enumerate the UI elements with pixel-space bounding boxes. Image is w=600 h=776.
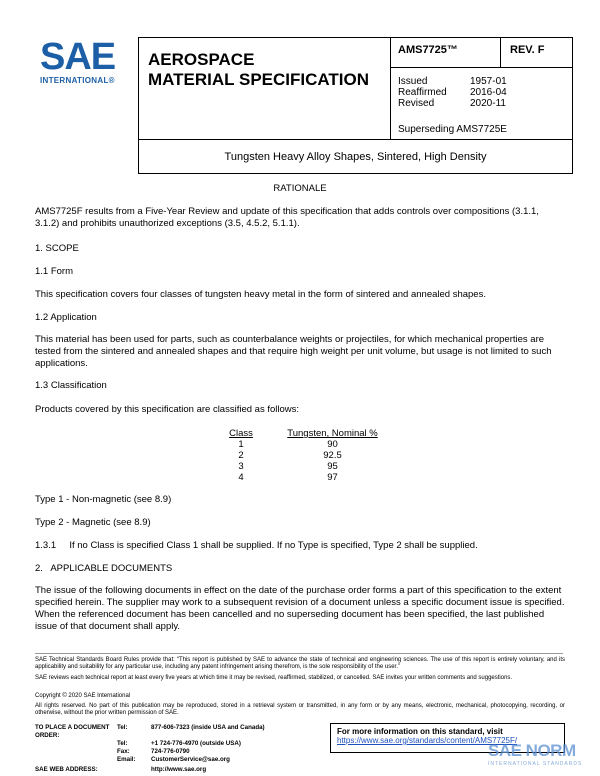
logo-subtitle: INTERNATIONAL® — [40, 76, 115, 85]
tungsten-cell: 90 — [327, 439, 338, 450]
rationale-heading: RATIONALE — [273, 183, 327, 194]
divider — [500, 37, 501, 67]
date-label: Issued — [398, 76, 428, 87]
rights-text: All rights reserved. No part of this publication may be reproduced, stored in a retrieval system or transmitted, in any form or by any means, electronic, mechanical, photocopying, recording, or otherwise, without the prior written permission of SAE. — [35, 703, 565, 717]
table-row — [228, 461, 380, 472]
document-number: AMS7725™ — [398, 44, 458, 56]
rationale-text: AMS7725F results from a Five-Year Review and update of this specification that adds controls over compositions (3.1.1, 3.1.2) and prohibits unauthorized exceptions (3.5, 4.5.2, 5.1.1). — [35, 206, 539, 229]
classification-heading: 1.3 Classification — [35, 380, 107, 391]
application-heading: 1.2 Application — [35, 312, 97, 323]
application-text: This material has been used for parts, such as counterbalance weights or projectiles, for which mechanical properties are tested from the sintered and annealed shapes and that require high weight per unit volume, but usage is not limited to such applications. — [35, 334, 552, 369]
document-title: Tungsten Heavy Alloy Shapes, Sintered, High Density — [138, 140, 573, 174]
tungsten-cell: 95 — [327, 461, 338, 472]
date-value: 1957-01 — [470, 76, 507, 87]
web-label: SAE WEB ADDRESS: — [35, 766, 98, 773]
table-row — [228, 472, 380, 483]
date-label: Revised — [398, 98, 435, 109]
order-label: TO PLACE A DOCUMENT ORDER: — [35, 724, 110, 739]
class-cell: 4 — [238, 472, 244, 483]
contact-value: 724-776-0790 — [151, 748, 190, 755]
revision-label: REV. F — [510, 44, 545, 56]
board-rules-text: SAE Technical Standards Board Rules provide that: “This report is published by SAE to advance the state of technical and engineering sciences. The use of this report is entirely voluntary, and its applicability and suitability for any particular use, including any patent infringement arising therefrom, is the sole responsibility of the user.” — [35, 657, 565, 671]
superseding-note: Superseding AMS7725E — [398, 124, 507, 135]
more-info-title: For more information on this standard, visit — [337, 727, 503, 736]
date-row — [398, 76, 507, 87]
standard-url-link[interactable]: https://www.sae.org/standards/content/AMS7725F/ — [337, 736, 518, 745]
class-cell: 1 — [238, 439, 244, 450]
scope-heading: 1. SCOPE — [35, 243, 79, 254]
date-row — [398, 87, 507, 98]
contact-key: Tel: — [117, 724, 128, 731]
date-history — [398, 76, 507, 109]
copyright-text: Copyright © 2020 SAE International — [35, 693, 131, 699]
contact-key: Tel: — [117, 740, 128, 747]
footer-divider — [35, 653, 563, 654]
order-contact-block — [35, 724, 265, 774]
class-cell: 2 — [238, 450, 244, 461]
email-link[interactable]: CustomerService@sae.org — [151, 756, 230, 763]
applicable-documents-text: The issue of the following documents in effect on the date of the purchase order forms a part of this specification to the extent specified herein. The supplier may work to a subsequent revision of a document unless a specific document issue is specified. When the referenced document has been cancelled and no superseding document has been specified, the last published issue of that document shall apply. — [35, 585, 565, 632]
table-row — [228, 439, 380, 450]
watermark — [488, 741, 598, 773]
type-1-text: Type 1 - Non-magnetic (see 8.9) — [35, 494, 172, 505]
type-2-text: Type 2 - Magnetic (see 8.9) — [35, 517, 151, 528]
column-header: Tungsten, Nominal % — [287, 428, 378, 439]
applicable-documents-heading: 2. APPLICABLE DOCUMENTS — [35, 563, 173, 574]
contact-value: 877-606-7323 (inside USA and Canada) — [151, 724, 265, 731]
date-value: 2020-11 — [470, 98, 506, 109]
web-address-link[interactable]: http://www.sae.org — [151, 766, 207, 773]
watermark-text: SAE NORM — [488, 741, 576, 760]
contact-key: Email: — [117, 756, 136, 763]
date-value: 2016-04 — [470, 87, 507, 98]
class-cell: 3 — [238, 461, 244, 472]
column-header: Class — [229, 428, 253, 439]
table-header-row — [228, 428, 380, 439]
classification-table — [228, 428, 380, 483]
sae-logo — [40, 38, 132, 88]
review-text: SAE reviews each technical report at least every five years at which time it may be revised, reaffirmed, stabilized, or cancelled. SAE invites your written comments and suggestions. — [35, 675, 513, 681]
form-heading: 1.1 Form — [35, 266, 74, 277]
title-line-2: MATERIAL SPECIFICATION — [148, 70, 369, 89]
logo-text: SAE — [40, 36, 116, 78]
table-row — [228, 450, 380, 461]
divider — [390, 67, 573, 68]
contact-key: Fax: — [117, 748, 130, 755]
watermark-subtitle: INTERNATIONAL STANDARDS — [488, 761, 583, 767]
classification-text: Products covered by this specification are classified as follows: — [35, 404, 300, 415]
date-label: Reaffirmed — [398, 87, 447, 98]
clause-1-3-1: 1.3.1 If no Class is specified Class 1 shall be supplied. If no Type is specified, Type 2 shall be supplied. — [35, 540, 478, 551]
title-line-1: AEROSPACE — [148, 50, 255, 69]
divider — [390, 37, 391, 140]
form-text: This specification covers four classes of tungsten heavy metal in the form of sintered and annealed shapes. — [35, 289, 486, 300]
tungsten-cell: 97 — [327, 472, 338, 483]
tungsten-cell: 92.5 — [323, 450, 342, 461]
spec-type-title — [148, 50, 369, 90]
contact-value: +1 724-776-4970 (outside USA) — [151, 740, 241, 747]
date-row — [398, 98, 507, 109]
